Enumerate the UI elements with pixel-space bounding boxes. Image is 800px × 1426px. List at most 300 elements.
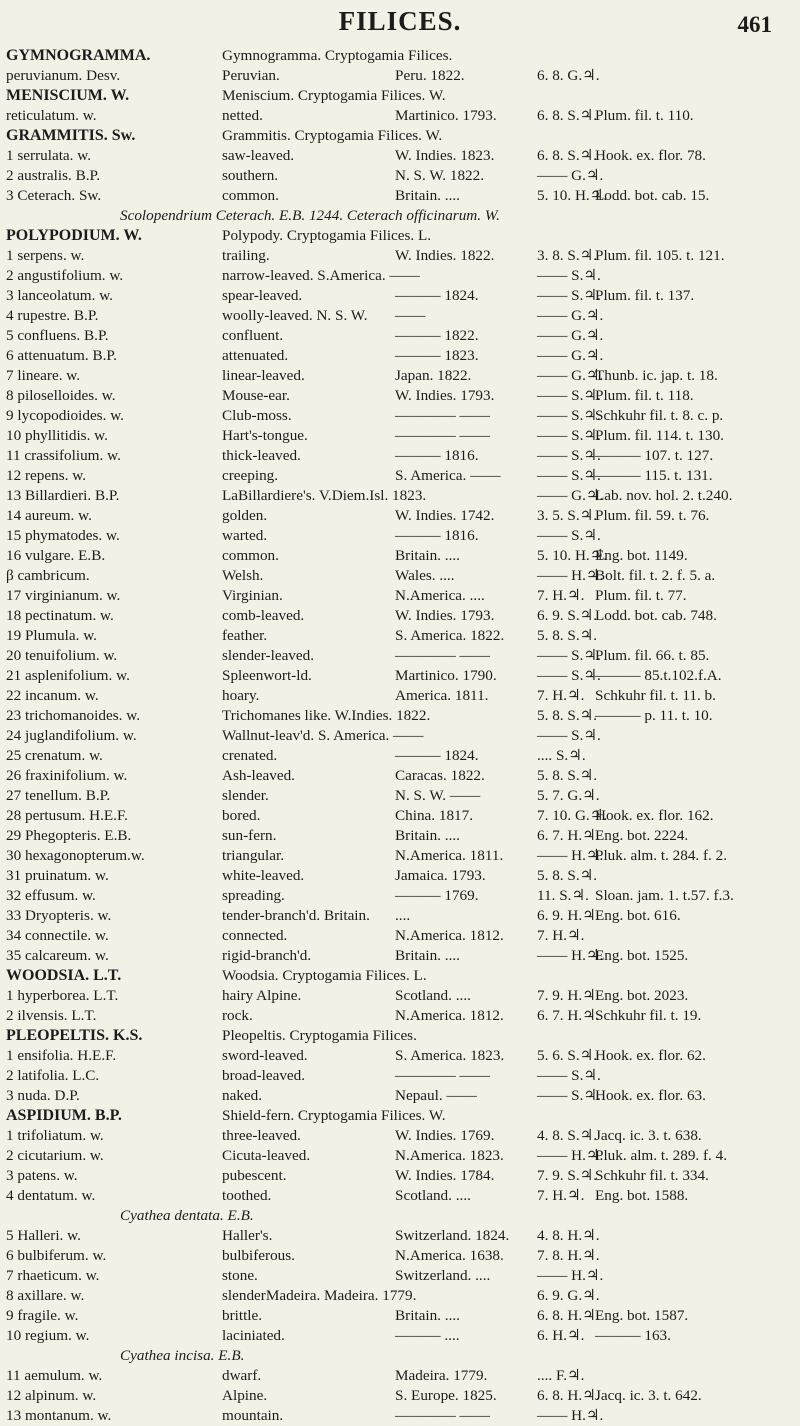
english-name: pubescent.	[222, 1167, 287, 1184]
genus-heading-row	[0, 226, 800, 246]
flowering-season-habit: 6. H.♃.	[537, 1327, 585, 1344]
english-name: Pleopeltis. Cryptogamia Filices.	[222, 1027, 417, 1044]
species-row	[0, 626, 800, 646]
reference: Plum. fil. t. 110.	[595, 107, 694, 124]
species-row	[0, 1306, 800, 1326]
english-name: sword-leaved.	[222, 1047, 308, 1064]
native-country-year: ——— 1769.	[395, 887, 479, 904]
native-country-year: N.America. 1812.	[395, 1007, 504, 1024]
flowering-season-habit: 6. 8. G.♃.	[537, 67, 600, 84]
flowering-season-habit: 7. H.♃.	[537, 687, 585, 704]
native-country-year: Jamaica. 1793.	[395, 867, 486, 884]
reference: Thunb. ic. jap. t. 18.	[595, 367, 718, 384]
english-name: hairy Alpine.	[222, 987, 302, 1004]
species-name: 32 effusum. w.	[6, 887, 96, 904]
flowering-season-habit: 5. 10. H.♃.	[537, 187, 608, 204]
genus-name: WOODSIA. L.T.	[6, 967, 122, 984]
flowering-season-habit: 5. 8. S.♃.	[537, 867, 598, 884]
flowering-season-habit: 7. 9. S.♃.	[537, 1167, 598, 1184]
native-country-year: W. Indies. 1784.	[395, 1167, 495, 1184]
species-name: 2 ilvensis. L.T.	[6, 1007, 97, 1024]
reference: Jacq. ic. 3. t. 638.	[595, 1127, 702, 1144]
english-name: feather.	[222, 627, 268, 644]
flowering-season-habit: 7. H.♃.	[537, 587, 585, 604]
native-country-year: Britain. ....	[395, 547, 460, 564]
native-country-year: ——— 1816.	[395, 447, 479, 464]
flowering-season-habit: —— H.♃.	[537, 1407, 604, 1424]
english-name: thick-leaved.	[222, 447, 301, 464]
reference: ——— 163.	[595, 1327, 671, 1344]
native-country-year: ———— ——	[395, 647, 490, 664]
species-row	[0, 106, 800, 126]
species-name: 25 crenatum. w.	[6, 747, 103, 764]
species-name: 1 trifoliatum. w.	[6, 1127, 104, 1144]
species-row	[0, 926, 800, 946]
english-name: hoary.	[222, 687, 260, 704]
species-name: 1 ensifolia. H.E.F.	[6, 1047, 117, 1064]
english-name: broad-leaved.	[222, 1067, 306, 1084]
reference: Eng. bot. 2224.	[595, 827, 689, 844]
species-name: 8 piloselloides. w.	[6, 387, 116, 404]
flowering-season-habit: 6. 8. S.♃.	[537, 107, 598, 124]
species-row	[0, 406, 800, 426]
native-country-year: Britain. ....	[395, 1307, 460, 1324]
species-row	[0, 1366, 800, 1386]
flowering-season-habit: 6. 9. S.♃.	[537, 607, 598, 624]
english-name: Grammitis. Cryptogamia Filices. W.	[222, 127, 443, 144]
species-row	[0, 666, 800, 686]
synonym-note-row	[0, 206, 800, 226]
english-name: slender-leaved.	[222, 647, 315, 664]
reference: Jacq. ic. 3. t. 642.	[595, 1387, 702, 1404]
species-row	[0, 286, 800, 306]
english-name: comb-leaved.	[222, 607, 305, 624]
flowering-season-habit: 6. 8. S.♃.	[537, 147, 598, 164]
reference: Lab. nov. hol. 2. t.240.	[595, 487, 733, 504]
english-name: dwarf.	[222, 1367, 262, 1384]
native-country-year: W. Indies. 1769.	[395, 1127, 495, 1144]
native-country-year: ——— ....	[395, 1327, 460, 1344]
species-row	[0, 426, 800, 446]
species-row	[0, 146, 800, 166]
english-name: Shield-fern. Cryptogamia Filices. W.	[222, 1107, 446, 1124]
english-name: bulbiferous.	[222, 1247, 295, 1264]
flowering-season-habit: —— H.♃.	[537, 1267, 604, 1284]
species-name: Scolopendrium Ceterach. E.B. 1244. Ceterach officinarum. W.	[120, 207, 500, 224]
english-name: golden.	[222, 507, 268, 524]
native-country-year: Wales. ....	[395, 567, 455, 584]
genus-heading-row	[0, 1026, 800, 1046]
native-country-year: ——— 1816.	[395, 527, 479, 544]
species-name: 1 serpens. w.	[6, 247, 85, 264]
species-name: 11 crassifolium. w.	[6, 447, 121, 464]
species-name: 3 patens. w.	[6, 1167, 78, 1184]
native-country-year: N.America. 1638.	[395, 1247, 504, 1264]
species-row	[0, 346, 800, 366]
reference: Lodd. bot. cab. 15.	[595, 187, 710, 204]
flowering-season-habit: 3. 5. S.♃.	[537, 507, 598, 524]
species-name: 22 incanum. w.	[6, 687, 99, 704]
species-name: 18 pectinatum. w.	[6, 607, 114, 624]
native-country-year: W. Indies. 1742.	[395, 507, 495, 524]
species-row	[0, 506, 800, 526]
english-name: Polypody. Cryptogamia Filices. L.	[222, 227, 432, 244]
genus-heading-row	[0, 86, 800, 106]
species-row	[0, 706, 800, 726]
reference: Plum. fil. 66. t. 85.	[595, 647, 710, 664]
species-row	[0, 886, 800, 906]
english-name: Cicuta-leaved.	[222, 1147, 311, 1164]
native-country-year: Switzerland. 1824.	[395, 1227, 510, 1244]
species-name: 27 tenellum. B.P.	[6, 787, 111, 804]
species-name: 5 confluens. B.P.	[6, 327, 109, 344]
species-name: 20 tenuifolium. w.	[6, 647, 118, 664]
native-country-year: Madeira. 1779.	[395, 1367, 488, 1384]
native-country-year: Switzerland. ....	[395, 1267, 491, 1284]
english-name: three-leaved.	[222, 1127, 301, 1144]
english-name: Hart's-tongue.	[222, 427, 308, 444]
species-row	[0, 1326, 800, 1346]
english-name: warted.	[222, 527, 268, 544]
genus-name: PLEOPELTIS. K.S.	[6, 1027, 143, 1044]
species-name: 12 repens. w.	[6, 467, 86, 484]
genus-heading-row	[0, 966, 800, 986]
species-row	[0, 1226, 800, 1246]
species-name: 6 bulbiferum. w.	[6, 1247, 107, 1264]
english-name: stone.	[222, 1267, 258, 1284]
reference: ——— p. 11. t. 10.	[595, 707, 713, 724]
native-country-year: S. America. 1822.	[395, 627, 505, 644]
species-name: reticulatum. w.	[6, 107, 97, 124]
flowering-season-habit: —— S.♃.	[537, 727, 601, 744]
fern-catalogue	[0, 46, 800, 1426]
english-name: slenderMadeira. Madeira. 1779.	[222, 1287, 417, 1304]
species-name: 10 phyllitidis. w.	[6, 427, 108, 444]
species-name: 21 asplenifolium. w.	[6, 667, 130, 684]
species-row	[0, 866, 800, 886]
native-country-year: Japan. 1822.	[395, 367, 472, 384]
flowering-season-habit: —— S.♃.	[537, 1067, 601, 1084]
native-country-year: Martinico. 1793.	[395, 107, 497, 124]
native-country-year: Britain. ....	[395, 827, 460, 844]
english-name: white-leaved.	[222, 867, 305, 884]
flowering-season-habit: 6. 7. H.♃.	[537, 1007, 600, 1024]
genus-heading-row	[0, 46, 800, 66]
native-country-year: China. 1817.	[395, 807, 474, 824]
flowering-season-habit: 5. 6. S.♃.	[537, 1047, 598, 1064]
native-country-year: Caracas. 1822.	[395, 767, 485, 784]
genus-name: GRAMMITIS. Sw.	[6, 127, 136, 144]
species-name: 3 nuda. D.P.	[6, 1087, 80, 1104]
reference: Eng. bot. 1587.	[595, 1307, 689, 1324]
species-row	[0, 66, 800, 86]
native-country-year: N. S. W. ——	[395, 787, 481, 804]
species-row	[0, 306, 800, 326]
species-row	[0, 786, 800, 806]
flowering-season-habit: —— H.♃.	[537, 1147, 604, 1164]
flowering-season-habit: —— S.♃.	[537, 427, 601, 444]
species-row	[0, 546, 800, 566]
english-name: narrow-leaved. S.America. ——	[222, 267, 420, 284]
synonym-note-row	[0, 1206, 800, 1226]
species-row	[0, 686, 800, 706]
flowering-season-habit: —— S.♃.	[537, 287, 601, 304]
flowering-season-habit: 6. 7. H.♃.	[537, 827, 600, 844]
flowering-season-habit: 7. H.♃.	[537, 1187, 585, 1204]
flowering-season-habit: 5. 8. S.♃.	[537, 767, 598, 784]
species-row	[0, 746, 800, 766]
native-country-year: N.America. ....	[395, 587, 485, 604]
species-row	[0, 466, 800, 486]
species-name: 16 vulgare. E.B.	[6, 547, 106, 564]
species-name: 6 attenuatum. B.P.	[6, 347, 117, 364]
native-country-year: ——— 1823.	[395, 347, 479, 364]
english-name: creeping.	[222, 467, 279, 484]
species-row	[0, 486, 800, 506]
flowering-season-habit: —— G.♃.	[537, 307, 604, 324]
native-country-year: W. Indies. 1793.	[395, 607, 495, 624]
english-name: Trichomanes like. W.Indies. 1822.	[222, 707, 431, 724]
species-name: 24 juglandifolium. w.	[6, 727, 137, 744]
native-country-year: Britain. ....	[395, 187, 460, 204]
native-country-year: S. America. ——	[395, 467, 501, 484]
flowering-season-habit: —— S.♃.	[537, 527, 601, 544]
reference: Schkuhr fil. t. 8. c. p.	[595, 407, 724, 424]
english-name: linear-leaved.	[222, 367, 305, 384]
english-name: Welsh.	[222, 567, 264, 584]
species-name: 28 pertusum. H.E.F.	[6, 807, 128, 824]
species-row	[0, 1286, 800, 1306]
page-number: 461	[737, 12, 772, 37]
english-name: Virginian.	[222, 587, 283, 604]
species-row	[0, 266, 800, 286]
english-name: Mouse-ear.	[222, 387, 290, 404]
species-row	[0, 1006, 800, 1026]
native-country-year: America. 1811.	[395, 687, 489, 704]
species-row	[0, 246, 800, 266]
species-row	[0, 726, 800, 746]
english-name: common.	[222, 547, 279, 564]
reference: Hook. ex. flor. 62.	[595, 1047, 706, 1064]
species-name: peruvianum. Desv.	[6, 67, 121, 84]
species-name: Cyathea incisa. E.B.	[120, 1347, 245, 1364]
flowering-season-habit: 6. 8. H.♃.	[537, 1387, 600, 1404]
native-country-year: ....	[395, 907, 411, 924]
genus-name: MENISCIUM. W.	[6, 87, 130, 104]
native-country-year: ———— ——	[395, 1067, 490, 1084]
native-country-year: ——— 1822.	[395, 327, 479, 344]
reference: Pluk. alm. t. 284. f. 2.	[595, 847, 728, 864]
species-row	[0, 1406, 800, 1426]
native-country-year: W. Indies. 1793.	[395, 387, 495, 404]
english-name: netted.	[222, 107, 263, 124]
english-name: rock.	[222, 1007, 253, 1024]
flowering-season-habit: 5. 8. S.♃.	[537, 707, 598, 724]
species-row	[0, 1126, 800, 1146]
flowering-season-habit: —— S.♃.	[537, 667, 601, 684]
native-country-year: Peru. 1822.	[395, 67, 465, 84]
native-country-year: ——	[395, 307, 426, 324]
reference: Schkuhr fil. t. 19.	[595, 1007, 702, 1024]
flowering-season-habit: 6. 9. G.♃.	[537, 1287, 600, 1304]
english-name: LaBillardiere's. V.Diem.Isl. 1823.	[222, 487, 427, 504]
species-row	[0, 906, 800, 926]
species-row	[0, 1166, 800, 1186]
flowering-season-habit: —— H.♃.	[537, 567, 604, 584]
species-name: 23 trichomanoides. w.	[6, 707, 140, 724]
species-name: 14 aureum. w.	[6, 507, 92, 524]
species-row	[0, 1046, 800, 1066]
synonym-note-row	[0, 1346, 800, 1366]
english-name: Ash-leaved.	[222, 767, 295, 784]
species-name: 1 serrulata. w.	[6, 147, 92, 164]
english-name: confluent.	[222, 327, 284, 344]
reference: Schkuhr fil. t. 334.	[595, 1167, 709, 1184]
reference: Lodd. bot. cab. 748.	[595, 607, 717, 624]
species-name: β cambricum.	[6, 567, 90, 584]
english-name: crenated.	[222, 747, 278, 764]
species-row	[0, 806, 800, 826]
species-name: 33 Dryopteris. w.	[6, 907, 112, 924]
reference: Plum. fil. t. 77.	[595, 587, 687, 604]
species-row	[0, 846, 800, 866]
native-country-year: N.America. 1823.	[395, 1147, 504, 1164]
species-name: 31 pruinatum. w.	[6, 867, 109, 884]
flowering-season-habit: —— S.♃.	[537, 447, 601, 464]
native-country-year: W. Indies. 1822.	[395, 247, 495, 264]
species-name: 30 hexagonopterum.w.	[6, 847, 145, 864]
flowering-season-habit: —— G.♃.	[537, 347, 604, 364]
reference: Plum. fil. 59. t. 76.	[595, 507, 710, 524]
english-name: Spleenwort-ld.	[222, 667, 312, 684]
english-name: tender-branch'd. Britain.	[222, 907, 370, 924]
native-country-year: ——— 1824.	[395, 747, 479, 764]
species-name: 19 Plumula. w.	[6, 627, 97, 644]
species-name: 29 Phegopteris. E.B.	[6, 827, 132, 844]
species-row	[0, 946, 800, 966]
english-name: brittle.	[222, 1307, 263, 1324]
species-row	[0, 986, 800, 1006]
reference: Hook. ex. flor. 63.	[595, 1087, 706, 1104]
english-name: toothed.	[222, 1187, 272, 1204]
flowering-season-habit: 4. 8. H.♃.	[537, 1227, 600, 1244]
native-country-year: S. America. 1823.	[395, 1047, 505, 1064]
english-name: saw-leaved.	[222, 147, 295, 164]
reference: ——— 85.t.102.f.A.	[595, 667, 722, 684]
english-name: spreading.	[222, 887, 285, 904]
species-name: 15 phymatodes. w.	[6, 527, 120, 544]
english-name: mountain.	[222, 1407, 284, 1424]
species-name: 35 calcareum. w.	[6, 947, 109, 964]
flowering-season-habit: —— S.♃.	[537, 467, 601, 484]
english-name: southern.	[222, 167, 279, 184]
english-name: rigid-branch'd.	[222, 947, 312, 964]
native-country-year: N.America. 1812.	[395, 927, 504, 944]
species-name: 11 aemulum. w.	[6, 1367, 103, 1384]
species-name: 34 connectile. w.	[6, 927, 109, 944]
native-country-year: ———— ——	[395, 1407, 490, 1424]
page-header	[0, 4, 800, 44]
native-country-year: Scotland. ....	[395, 987, 471, 1004]
species-row	[0, 566, 800, 586]
flowering-season-habit: —— G.♃.	[537, 327, 604, 344]
flowering-season-habit: 6. 8. H.♃.	[537, 1307, 600, 1324]
species-row	[0, 366, 800, 386]
species-row	[0, 1066, 800, 1086]
flowering-season-habit: 7. H.♃.	[537, 927, 585, 944]
flowering-season-habit: —— G.♃.	[537, 167, 604, 184]
species-name: 26 fraxinifolium. w.	[6, 767, 128, 784]
native-country-year: Britain. ....	[395, 947, 460, 964]
flowering-season-habit: —— H.♃.	[537, 947, 604, 964]
english-name: slender.	[222, 787, 269, 804]
genus-heading-row	[0, 1106, 800, 1126]
english-name: Wallnut-leav'd. S. America. ——	[222, 727, 424, 744]
reference: Plum. fil. t. 118.	[595, 387, 694, 404]
english-name: trailing.	[222, 247, 270, 264]
native-country-year: ——— 1824.	[395, 287, 479, 304]
species-row	[0, 326, 800, 346]
species-name: 12 alpinum. w.	[6, 1387, 97, 1404]
flowering-season-habit: —— S.♃.	[537, 387, 601, 404]
species-name: Cyathea dentata. E.B.	[120, 1207, 254, 1224]
species-name: 3 Ceterach. Sw.	[6, 187, 102, 204]
species-name: 9 fragile. w.	[6, 1307, 79, 1324]
reference: ——— 107. t. 127.	[595, 447, 714, 464]
english-name: bored.	[222, 807, 261, 824]
reference: Hook. ex. flor. 162.	[595, 807, 714, 824]
reference: Bolt. fil. t. 2. f. 5. a.	[595, 567, 716, 584]
english-name: connected.	[222, 927, 288, 944]
species-name: 1 hyperborea. L.T.	[6, 987, 119, 1004]
english-name: sun-fern.	[222, 827, 277, 844]
reference: Plum. fil. t. 137.	[595, 287, 695, 304]
species-name: 13 montanum. w.	[6, 1407, 112, 1424]
native-country-year: Scotland. ....	[395, 1187, 471, 1204]
flowering-season-habit: 7. 10. G.♃.	[537, 807, 608, 824]
species-row	[0, 1246, 800, 1266]
english-name: Woodsia. Cryptogamia Filices. L.	[222, 967, 427, 984]
reference: Eng. bot. 616.	[595, 907, 681, 924]
reference: Hook. ex. flor. 78.	[595, 147, 706, 164]
species-name: 2 australis. B.P.	[6, 167, 101, 184]
species-row	[0, 386, 800, 406]
species-row	[0, 1186, 800, 1206]
species-name: 8 axillare. w.	[6, 1287, 85, 1304]
species-row	[0, 646, 800, 666]
species-row	[0, 606, 800, 626]
species-row	[0, 526, 800, 546]
species-name: 7 rhaeticum. w.	[6, 1267, 100, 1284]
species-name: 5 Halleri. w.	[6, 1227, 81, 1244]
flowering-season-habit: —— S.♃.	[537, 407, 601, 424]
flowering-season-habit: —— G.♃.	[537, 367, 604, 384]
reference: Eng. bot. 1149.	[595, 547, 688, 564]
reference: Sloan. jam. 1. t.57. f.3.	[595, 887, 734, 904]
flowering-season-habit: .... F.♃.	[537, 1367, 585, 1384]
flowering-season-habit: 5. 10. H.♃.	[537, 547, 608, 564]
species-name: 7 lineare. w.	[6, 367, 81, 384]
flowering-season-habit: 5. 7. G.♃.	[537, 787, 600, 804]
native-country-year: Nepaul. ——	[395, 1087, 477, 1104]
reference: Plum. fil. 114. t. 130.	[595, 427, 724, 444]
species-row	[0, 1146, 800, 1166]
english-name: naked.	[222, 1087, 263, 1104]
flowering-season-habit: .... S.♃.	[537, 747, 586, 764]
native-country-year: S. Europe. 1825.	[395, 1387, 497, 1404]
english-name: triangular.	[222, 847, 284, 864]
species-row	[0, 1386, 800, 1406]
